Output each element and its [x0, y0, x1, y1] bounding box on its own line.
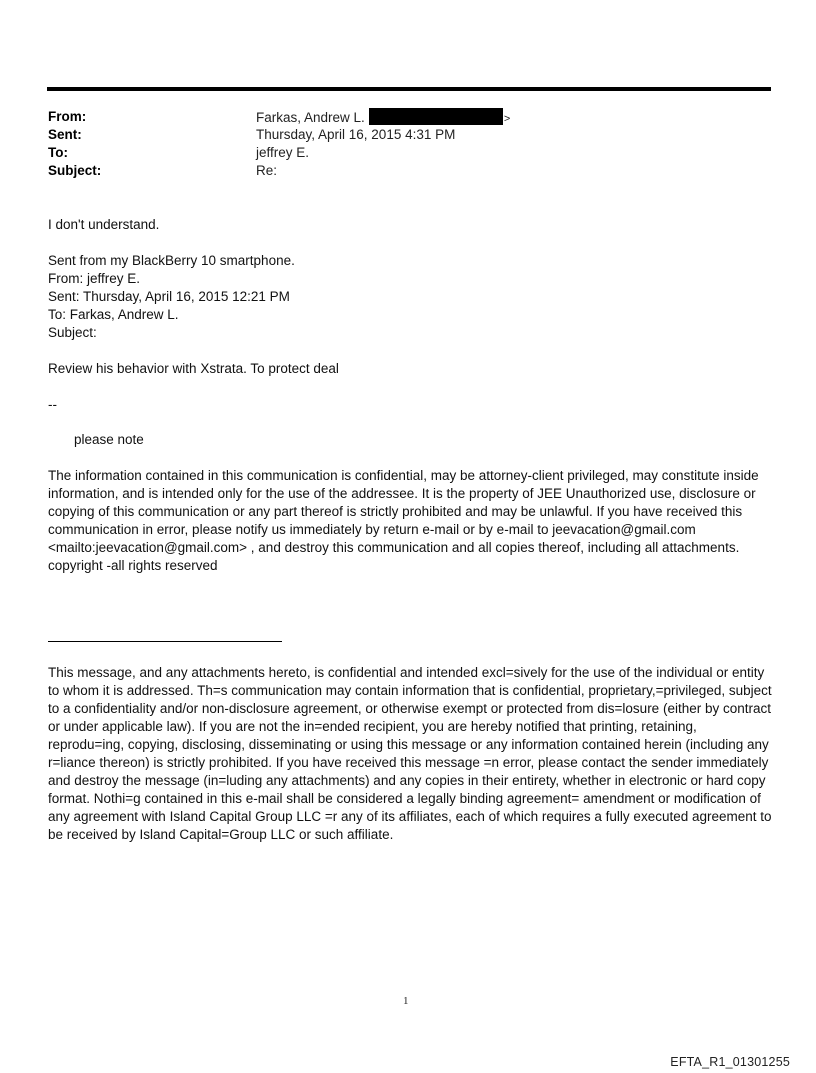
subject-value: Re:: [256, 163, 278, 178]
email-header: [48, 108, 748, 180]
signature-separator: --: [48, 397, 57, 412]
quoted-header: [48, 252, 778, 342]
to-label: To:: [48, 145, 68, 160]
from-row: [48, 108, 748, 126]
message-text: Review his behavior with Xstrata. To protect deal: [48, 361, 339, 376]
document-id: EFTA_R1_01301255: [670, 1055, 790, 1069]
redaction-tail: >: [503, 113, 511, 125]
subject-row: [48, 162, 748, 180]
quoted-sent: Sent: Thursday, April 16, 2015 12:21 PM: [48, 289, 290, 304]
from-label: From:: [48, 109, 87, 124]
page-number: 1: [403, 995, 409, 1007]
from-value: [256, 108, 510, 126]
subject-label: Subject:: [48, 163, 102, 178]
redaction-box: [369, 108, 503, 125]
sent-label: Sent:: [48, 127, 82, 142]
from-name: Farkas, Andrew L.: [256, 110, 365, 125]
top-rule: [47, 87, 771, 91]
quoted-subject: Subject:: [48, 325, 97, 340]
to-row: [48, 144, 748, 162]
please-note: please note: [74, 432, 144, 447]
legal-disclaimer: This message, and any attachments hereto, is confidential and intended excl=sively for the use of the individual or entity to whom it is addressed. Th=s communication may contain information that is confidential, proprietary,=privileged, subject to a confidentiality and/or non-disclosure agreement, or otherwise exempt or protected from dis=losure (either by contract or under applicable law). If you are not the in=ended recipient, you are hereby notified that printing, retaining, reprodu=ing, copying, disclosing, disseminating or using this message or any information contained herein (including any r=liance thereon) is strictly prohibited. If you have received this message =n error, please contact the sender immediately and destroy the message (in=luding any attachments) and any copies in their entirety, whether in electronic or hard copy format. Nothi=g contained in this e-mail shall be considered a legally binding agreement= amendment or modification of any agreement with Island Capital Group LLC =r any of its affiliates, each of which requires a fully executed agreement to be received by Island Capital=Group LLC or such affiliate.: [48, 665, 772, 842]
divider: [48, 641, 282, 642]
sent-value: Thursday, April 16, 2015 4:31 PM: [256, 127, 456, 142]
reply-text: I don't understand.: [48, 217, 160, 232]
sent-row: [48, 126, 748, 144]
quoted-to: To: Farkas, Andrew L.: [48, 307, 179, 322]
quoted-from: From: jeffrey E.: [48, 271, 141, 286]
quoted-sent-from: Sent from my BlackBerry 10 smartphone.: [48, 253, 295, 268]
confidentiality-notice: The information contained in this communication is confidential, may be attorney-client privileged, may constitute inside information, and is intended only for the use of the addressee. It is the property of JEE Unauthorized use, disclosure or copying of this communication or any part thereof is strictly prohibited and may be unlawful. If you have received this communication in error, please notify us immediately by return e-mail or by e-mail to jeevacation@gmail.com <mailto:jeevacation@gmail.com> , and destroy this communication and all copies thereof, including all attachments. copyright -all rights reserved: [48, 468, 759, 573]
to-value: jeffrey E.: [256, 145, 310, 160]
